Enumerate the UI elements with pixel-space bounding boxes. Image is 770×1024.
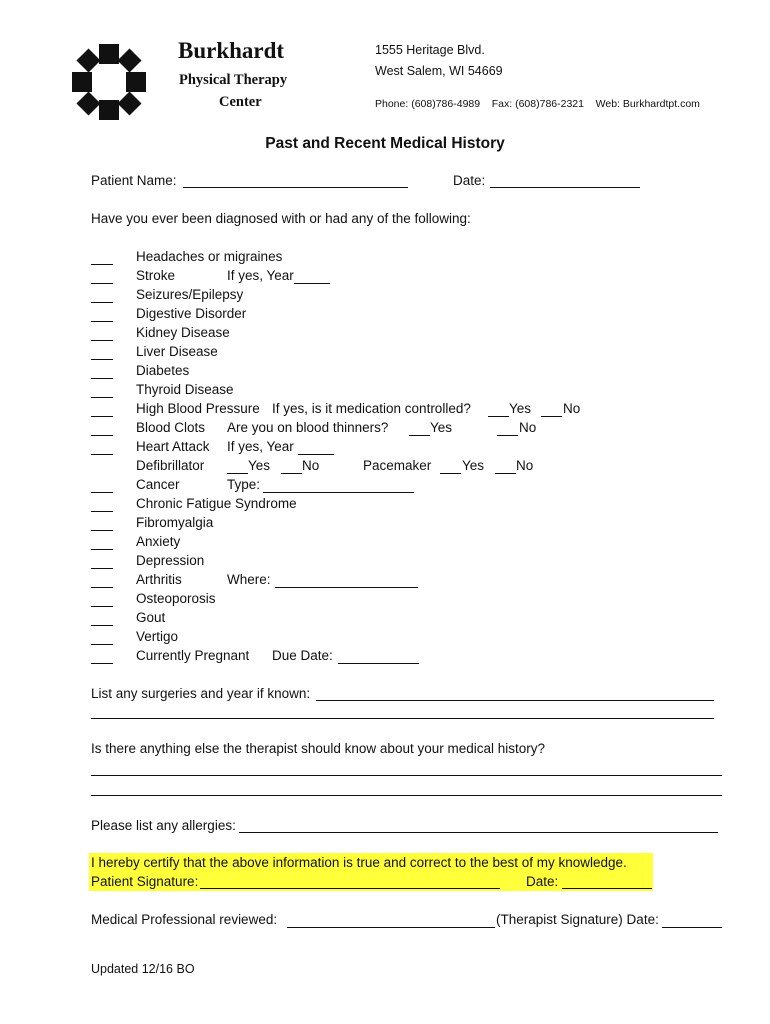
contact-info: Phone: (608)786-4989 Fax: (608)786-2321 Web: Burkhardtpt.com — [375, 98, 700, 110]
checkbox-cfs[interactable] — [91, 511, 113, 512]
brand-line-2: Physical Therapy — [179, 72, 288, 88]
address-line-1: 1555 Heritage Blvd. — [375, 43, 485, 57]
checkbox-depression[interactable] — [91, 568, 113, 569]
due-date-field[interactable] — [338, 663, 419, 664]
footer-updated: Updated 12/16 BO — [91, 962, 195, 976]
condition-osteo: Osteoporosis — [136, 591, 216, 606]
condition-seizures: Seizures/Epilepsy — [136, 287, 244, 302]
stroke-year-label: If yes, Year — [227, 268, 294, 283]
surgeries-field-2[interactable] — [91, 718, 714, 719]
hbp-yes-label: Yes — [509, 401, 532, 416]
clots-yes-label: Yes — [430, 420, 453, 435]
signature-date-label: Date: — [526, 874, 559, 889]
condition-hbp: High Blood Pressure — [136, 401, 260, 416]
hbp-question: If yes, is it medication controlled? — [272, 401, 471, 416]
defib-no-label: No — [302, 458, 320, 473]
brand-name: Burkhardt — [178, 38, 285, 63]
condition-fibro: Fibromyalgia — [136, 515, 214, 530]
checkbox-digestive[interactable] — [91, 321, 113, 322]
condition-clots: Blood Clots — [136, 420, 206, 435]
therapist-date-field[interactable] — [662, 927, 722, 928]
checkbox-hbp[interactable] — [91, 416, 113, 417]
condition-pregnant: Currently Pregnant — [136, 648, 250, 663]
cancer-type-label: Type: — [227, 477, 261, 492]
patient-name-field[interactable] — [183, 187, 408, 188]
reviewed-field[interactable] — [287, 927, 495, 928]
due-date-label: Due Date: — [272, 648, 333, 663]
checkbox-fibro[interactable] — [91, 530, 113, 531]
clots-yes-field[interactable] — [409, 435, 430, 436]
clots-no-field[interactable] — [497, 435, 518, 436]
checkbox-kidney[interactable] — [91, 340, 113, 341]
heart-year-label: If yes, Year — [227, 439, 294, 454]
pacemaker-no-field[interactable] — [495, 473, 516, 474]
surgeries-field-1[interactable] — [316, 700, 714, 701]
hbp-no-label: No — [563, 401, 581, 416]
condition-gout: Gout — [136, 610, 166, 625]
signature-date-field[interactable] — [562, 888, 652, 889]
checkbox-anxiety[interactable] — [91, 549, 113, 550]
checkbox-heart[interactable] — [91, 454, 113, 455]
checkbox-liver[interactable] — [91, 359, 113, 360]
checkbox-vertigo[interactable] — [91, 644, 113, 645]
date-label: Date: — [453, 173, 486, 188]
cancer-type-field[interactable] — [263, 492, 414, 493]
anything-else-field-1[interactable] — [91, 775, 722, 776]
logo-mark — [70, 42, 148, 122]
surgeries-label: List any surgeries and year if known: — [91, 686, 311, 701]
checkbox-diabetes[interactable] — [91, 378, 113, 379]
hbp-yes-field[interactable] — [488, 416, 509, 417]
patient-signature-field[interactable] — [200, 888, 500, 889]
stroke-year-field[interactable] — [294, 283, 330, 284]
clots-no-label: No — [519, 420, 537, 435]
condition-kidney: Kidney Disease — [136, 325, 230, 340]
condition-heart: Heart Attack — [136, 439, 210, 454]
diagnosed-question: Have you ever been diagnosed with or had any of the following: — [91, 211, 471, 226]
checkbox-pregnant[interactable] — [91, 663, 113, 664]
condition-stroke: Stroke — [136, 268, 176, 283]
checkbox-thyroid[interactable] — [91, 397, 113, 398]
defib-no-field[interactable] — [281, 473, 302, 474]
condition-digestive: Digestive Disorder — [136, 306, 247, 321]
anything-else-field-2[interactable] — [91, 795, 722, 796]
condition-anxiety: Anxiety — [136, 534, 181, 549]
condition-headaches: Headaches or migraines — [136, 249, 283, 264]
checkbox-clots[interactable] — [91, 435, 113, 436]
condition-thyroid: Thyroid Disease — [136, 382, 234, 397]
allergies-label: Please list any allergies: — [91, 818, 236, 833]
allergies-field[interactable] — [239, 832, 718, 833]
heart-year-field[interactable] — [298, 454, 334, 455]
signature-label: Patient Signature: — [91, 874, 199, 889]
checkbox-stroke[interactable] — [91, 283, 113, 284]
condition-defib: Defibrillator — [136, 458, 205, 473]
certify-text: I hereby certify that the above information is true and correct to the best of my knowledge. — [91, 855, 627, 870]
condition-cancer: Cancer — [136, 477, 180, 492]
condition-arthritis: Arthritis — [136, 572, 182, 587]
page-title: Past and Recent Medical History — [265, 135, 505, 152]
checkbox-headaches[interactable] — [91, 264, 113, 265]
defib-yes-label: Yes — [248, 458, 271, 473]
checkbox-seizures[interactable] — [91, 302, 113, 303]
arthritis-where-field[interactable] — [275, 587, 418, 588]
condition-vertigo: Vertigo — [136, 629, 179, 644]
defib-yes-field[interactable] — [227, 473, 248, 474]
anything-else-label: Is there anything else the therapist should know about your medical history? — [91, 741, 546, 756]
date-field[interactable] — [490, 187, 640, 188]
checkbox-cancer[interactable] — [91, 492, 113, 493]
clots-question: Are you on blood thinners? — [227, 420, 389, 435]
condition-diabetes: Diabetes — [136, 363, 190, 378]
checkbox-arthritis[interactable] — [91, 587, 113, 588]
reviewed-label: Medical Professional reviewed: — [91, 912, 278, 927]
pacemaker-yes-field[interactable] — [440, 473, 461, 474]
therapist-signature-label: (Therapist Signature) Date: — [496, 912, 659, 927]
pacemaker-yes-label: Yes — [462, 458, 485, 473]
condition-cfs: Chronic Fatigue Syndrome — [136, 496, 297, 511]
arthritis-where-label: Where: — [227, 572, 271, 587]
condition-depression: Depression — [136, 553, 205, 568]
address-line-2: West Salem, WI 54669 — [375, 64, 503, 78]
pacemaker-no-label: No — [516, 458, 534, 473]
condition-liver: Liver Disease — [136, 344, 218, 359]
checkbox-osteo[interactable] — [91, 606, 113, 607]
hbp-no-field[interactable] — [541, 416, 562, 417]
pacemaker-label: Pacemaker — [363, 458, 432, 473]
brand-line-3: Center — [219, 94, 262, 110]
checkbox-gout[interactable] — [91, 625, 113, 626]
patient-name-label: Patient Name: — [91, 173, 177, 188]
